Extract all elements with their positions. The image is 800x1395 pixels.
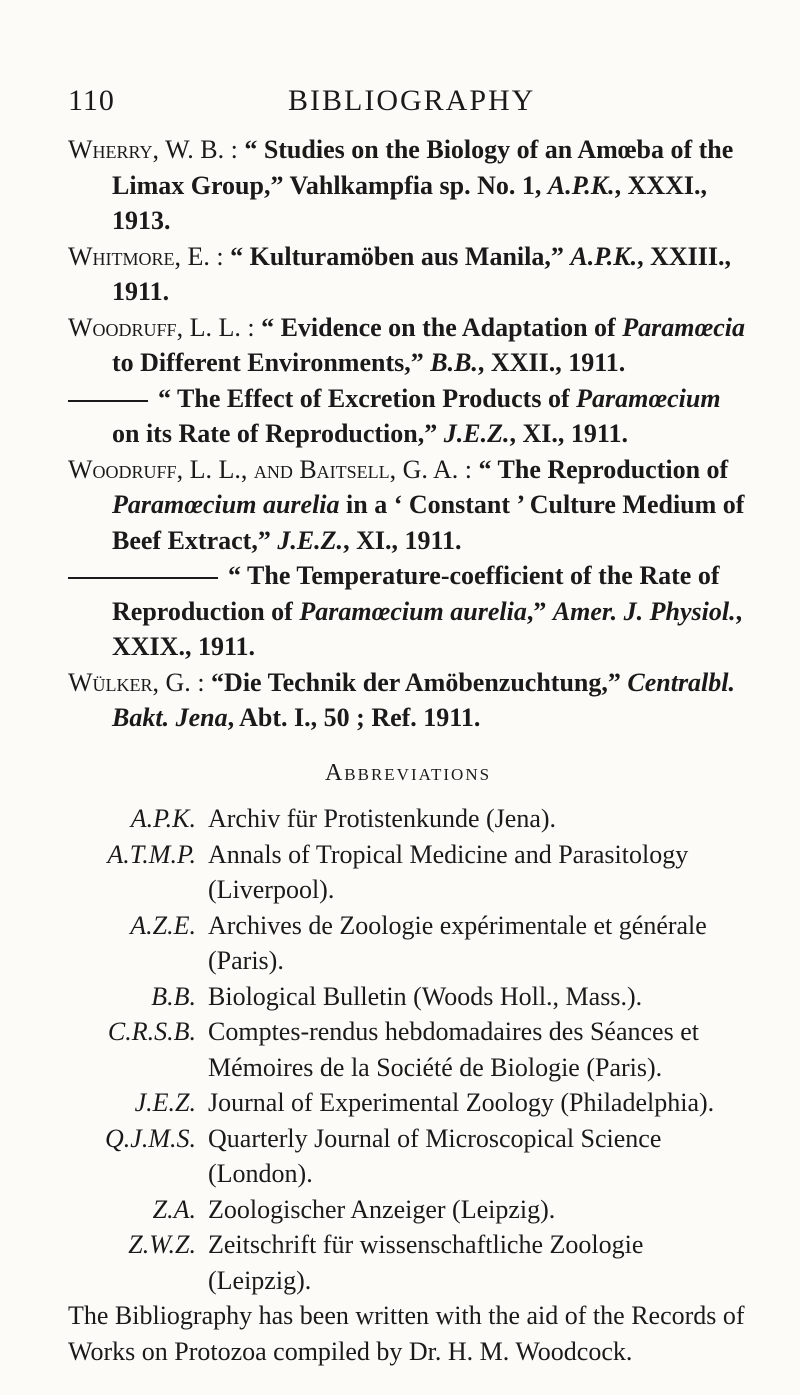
abbreviation-value: Annals of Tropical Medicine and Parasitology (Liverpool). — [208, 839, 689, 904]
entry-ref: , XI., 1911. — [343, 525, 462, 555]
page-body — [68, 132, 748, 1395]
entry-title: “Die Technik der Amöbenzuchtung,” — [211, 667, 628, 697]
entry-author: Wülker, G. — [68, 667, 191, 697]
entry-ref: , XXII., 1911. — [477, 348, 626, 377]
abbreviations-list — [68, 801, 748, 1298]
abbreviation-row — [68, 837, 748, 908]
abbreviation-value: Biological Bulletin (Woods Holl., Mass.). — [208, 981, 643, 1011]
entry-ref: , XXXI., 1913. — [112, 170, 708, 235]
abbreviation-key: J.E.Z. — [134, 1088, 196, 1117]
abbreviation-key: A.P.K. — [130, 804, 196, 833]
bib-entry-whitmore: Whitmore, E. : “ Kulturamöben aus Manila,” A.P.K., XXIII., 1911. — [68, 241, 732, 306]
entry-title: “ Kulturamöben aus Manila,” — [230, 241, 571, 271]
abbreviation-key: A.Z.E. — [130, 910, 196, 940]
abbreviations-heading: Abbreviations — [324, 759, 492, 786]
abbreviation-row — [68, 1227, 748, 1298]
entry-journal: Centralbl. Bakt. Jena — [112, 667, 736, 732]
entry-journal: A.P.K. — [570, 241, 638, 271]
entry-ref: , Abt. I., 50 ; Ref. 1911. — [227, 703, 481, 732]
abbreviation-value: Comptes-rendus hebdomadaires des Séances et Mémoires de la Société de Biologie (Paris). — [208, 1017, 699, 1082]
abbreviation-key: Q.J.M.S. — [105, 1123, 196, 1153]
entry-journal: J.E.Z. — [443, 419, 510, 448]
entry-author: Whitmore, E. — [68, 241, 210, 271]
abbreviation-row — [68, 1121, 748, 1192]
entry-author-2: Baitsell, G. A. — [299, 454, 459, 484]
bib-entry-woodruff-2: “ The Effect of Excretion Products of Paramœcium on its Rate of Reproduction,” J.E.Z., XI., 1911. — [68, 381, 748, 452]
abbreviation-row — [68, 1085, 748, 1121]
abbreviation-value: Zeitschrift für wissenschaftliche Zoologie (Leipzig). — [208, 1230, 644, 1295]
entry-title: “ Studies on the Biology of an Amœba of the Limax Group,” Vahlkampfia sp. No. 1, — [112, 135, 734, 200]
entry-journal: Amer. J. Physiol. — [552, 596, 736, 626]
abbreviation-key: C.R.S.B. — [107, 1017, 196, 1046]
abbreviation-key: Z.W.Z. — [128, 1230, 196, 1259]
running-header — [68, 84, 728, 124]
abbreviation-value: Journal of Experimental Zoology (Philadelphia). — [208, 1088, 715, 1117]
abbreviation-key: Z.A. — [152, 1194, 196, 1224]
entry-ref: , XXIII., 1911. — [112, 241, 732, 306]
closing-note: The Bibliography has been written with the aid of the Records of Works on Protozoa compiled by Dr. H. M. Woodcock. — [68, 1301, 745, 1366]
entry-author: Woodruff, L. L. — [68, 312, 241, 342]
entry-author: Woodruff, L. L., — [68, 454, 248, 484]
abbreviation-row — [68, 1014, 748, 1085]
entry-journal: B.B. — [430, 348, 478, 377]
abbreviation-value: Zoologischer Anzeiger (Leipzig). — [208, 1194, 556, 1224]
entry-ref: , XXIX., 1911. — [112, 596, 743, 661]
abbreviation-row — [68, 801, 748, 837]
entry-journal: J.E.Z. — [277, 525, 344, 555]
bib-entry-woodruff-1: Woodruff, L. L. : “ Evidence on the Adaptation of Paramœcia to Different Environments,” B.B., XXII., 1911. — [68, 312, 745, 377]
page-number: 110 — [68, 84, 115, 117]
abbreviation-row — [68, 1192, 748, 1228]
running-title: BIBLIOGRAPHY — [288, 84, 536, 117]
bib-entry-woodruff-baitsell-1: Woodruff, L. L., and Baitsell, G. A. : “ The Reproduction of Paramœcium aurelia in a ‘ Constant ’ Culture Medium of Beef Extract,” J.E.Z., XI., 1911. — [68, 454, 745, 555]
abbreviation-row — [68, 908, 748, 979]
abbreviation-row — [68, 979, 748, 1015]
abbreviation-value: Quarterly Journal of Microscopical Science (London). — [208, 1123, 662, 1188]
ditto-dash — [68, 400, 148, 402]
entry-ref: , XI., 1911. — [509, 419, 628, 448]
abbreviation-key: A.T.M.P. — [107, 839, 196, 869]
abbreviation-value: Archives de Zoologie expérimentale et générale (Paris). — [208, 910, 707, 975]
bib-entry-wherry: Wherry, W. B. : “ Studies on the Biology of an Amœba of the Limax Group,” Vahlkampfia sp. No. 1, A.P.K., XXXI., 1913. — [68, 135, 734, 235]
entry-author: Wherry, W. B. — [68, 135, 225, 164]
bib-entry-woodruff-baitsell-2: “ The Temperature-coefficient of the Rate of Reproduction of Paramœcium aurelia,” Amer. J. Physiol., XXIX., 1911. — [68, 558, 748, 665]
abbreviation-key: B.B. — [151, 981, 196, 1011]
ditto-dash — [68, 577, 218, 579]
entry-journal: A.P.K. — [547, 170, 615, 200]
bib-entry-wulker: Wülker, G. : “Die Technik der Amöbenzuchtung,” Centralbl. Bakt. Jena, Abt. I., 50 ; Ref. 1911. — [68, 667, 736, 732]
abbreviation-value: Archiv für Protistenkunde (Jena). — [208, 804, 557, 833]
